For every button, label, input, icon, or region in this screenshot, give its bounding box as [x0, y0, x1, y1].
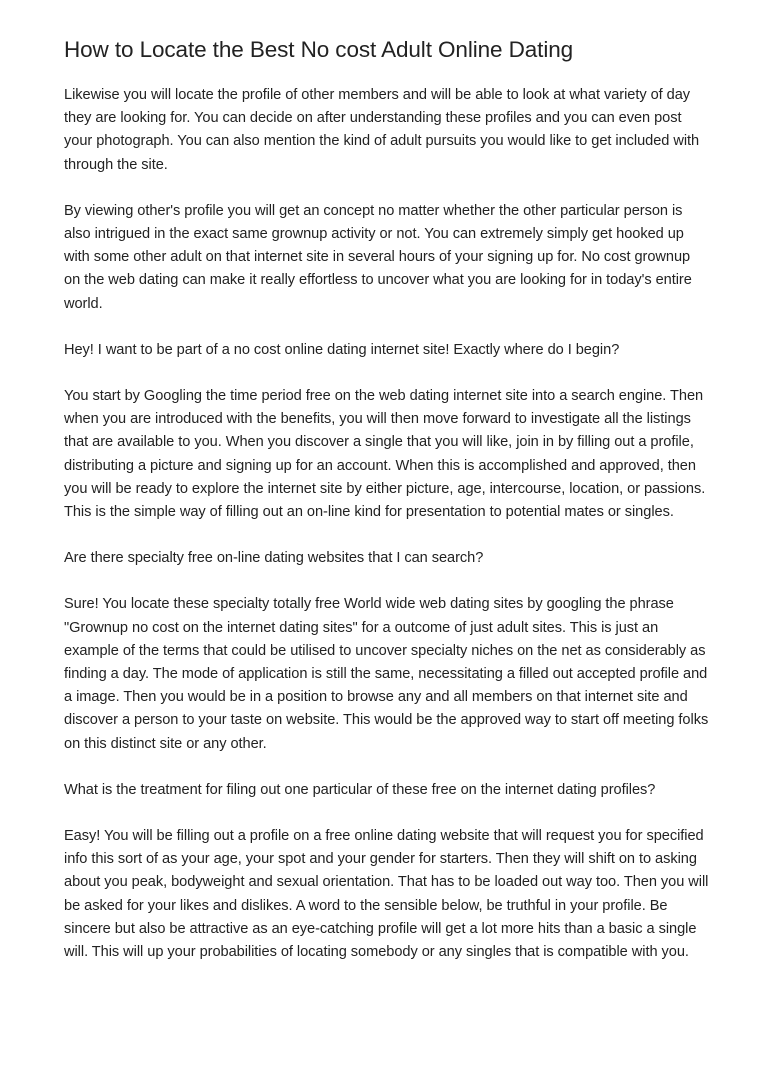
paragraph-4: Sure! You locate these specialty totally free World wide web dating sites by googling the phrase "Grownup no cost on the internet dating sites" for a outcome of just adult sites. This is just an example of the terms that could be utilised to uncover specialty niches on the net as considerably as finding a day. The mode of application is still the same, necessitating a filled out accepted profile and a image. Then you would be in a position to browse any and all members on that internet site and discover a person to your taste on website. This would be the approved way to start off meeting folks on this distinct site or any other. — [64, 596, 709, 752]
paragraph-question-3: What is the treatment for filing out one particular of these free on the internet dating profiles? — [64, 781, 656, 798]
paragraph-5: Easy! You will be filling out a profile on a free online dating website that will request you for specified info this sort of as your age, your spot and your gender for starters. Then they will shift on to asking about you peak, bodyweight and sexual orientation. That has to be loaded out way too. Then you will be asked for your likes and dislikes. A word to the sensible below, be truthful in your profile. Be sincere but also be attractive as an eye-catching profile will get a lot more hits than a basic a single will. This will up your probabilities of locating somebody or any singles that is compatible with you. — [64, 828, 709, 961]
paragraph-question-1: Hey! I want to be part of a no cost online dating internet site! Exactly where do I begin? — [64, 341, 620, 358]
paragraph-2: By viewing other's profile you will get an concept no matter whether the other particular person is also intrigued in the exact same grownup activity or not. You can extremely simply get hooked up with some other adult on that internet site in several hours of your signing up for. No cost grownup on the web dating can make it really effortless to uncover what you are looking for in today's entire world. — [64, 202, 692, 312]
paragraph-3: You start by Googling the time period free on the web dating internet site into a search engine. Then when you are introduced with the benefits, you will then move forward to investigate all the listings that are available to you. When you discover a single that you will like, join in by filling out a profile, distributing a picture and signing up for an account. When this is accomplished and approved, then you will be ready to explore the internet site by either picture, age, intercourse, location, or passions. This is the simple way of filling out an on-line kind for presentation to potential mates or singles. — [64, 388, 706, 521]
document-page — [64, 36, 710, 987]
document-title: How to Locate the Best No cost Adult Online Dating — [64, 37, 574, 62]
paragraph-1: Likewise you will locate the profile of other members and will be able to look at what variety of day they are looking for. You can decide on after understanding these profiles and you can even post your photograph. You can also mention the kind of adult pursuits you would like to get included with through the site. — [64, 87, 700, 173]
paragraph-question-2: Are there specialty free on-line dating websites that I can search? — [64, 550, 484, 567]
